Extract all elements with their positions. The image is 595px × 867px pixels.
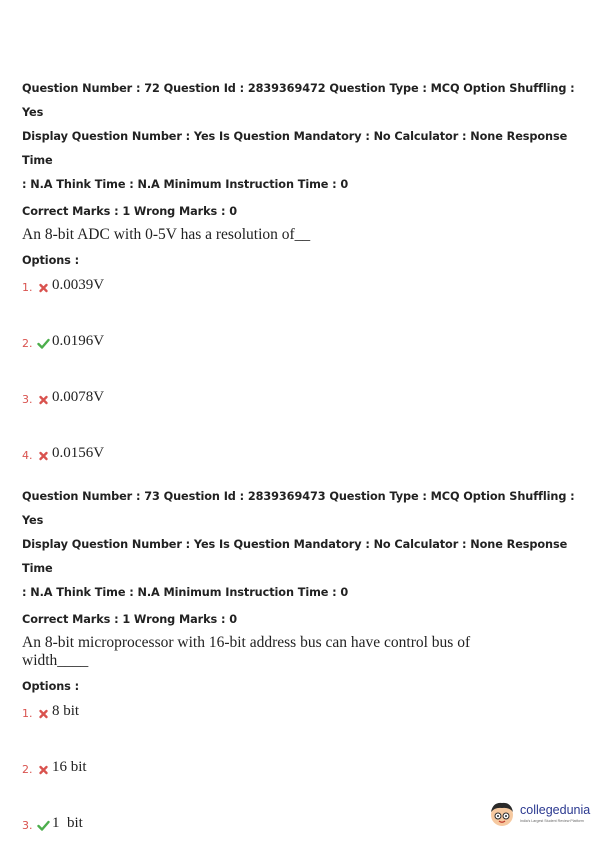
option-text: 0.0039V <box>52 277 105 293</box>
marks-line: Correct Marks : 1 Wrong Marks : 0 <box>22 205 238 218</box>
option-text: 8 bit <box>52 703 80 719</box>
options-label: Options : <box>22 254 80 267</box>
option-text: 0.0078V <box>52 389 105 405</box>
option-text: 1 bit <box>52 815 83 831</box>
option-number: 3. <box>22 393 33 406</box>
option-number: 4. <box>22 449 33 462</box>
mascot-icon <box>487 799 517 829</box>
brand-name: collegedunia <box>520 803 591 817</box>
option-item[interactable] <box>22 273 578 329</box>
option-text: 0.0196V <box>52 333 105 349</box>
option-item[interactable] <box>22 699 578 755</box>
question-meta-line: Question Number : 72 Question Id : 2839369472 Question Type : MCQ Option Shuffling : Yes <box>22 82 575 119</box>
cross-icon <box>37 707 50 720</box>
option-number: 3. <box>22 819 33 832</box>
cross-icon <box>37 763 50 776</box>
option-text: 16 bit <box>52 759 87 775</box>
option-number: 2. <box>22 763 33 776</box>
question-meta-line: : N.A Think Time : N.A Minimum Instruction Time : 0 <box>22 586 349 599</box>
option-number: 1. <box>22 281 33 294</box>
option-number: 1. <box>22 707 33 720</box>
check-icon <box>37 337 50 350</box>
question-stem-continued: width____ <box>22 652 89 669</box>
question-meta-line: Question Number : 73 Question Id : 2839369473 Question Type : MCQ Option Shuffling : Yes <box>22 490 575 527</box>
option-text: 0.0156V <box>52 445 105 461</box>
options-label: Options : <box>22 680 80 693</box>
question-stem: An 8-bit microprocessor with 16-bit address bus can have control bus of <box>22 634 471 651</box>
option-number: 2. <box>22 337 33 350</box>
question-meta-line: Display Question Number : Yes Is Question Mandatory : No Calculator : None Response Time <box>22 130 568 167</box>
question-meta-line: Display Question Number : Yes Is Question Mandatory : No Calculator : None Response Time <box>22 538 568 575</box>
option-item[interactable] <box>22 385 578 441</box>
question-meta-line: : N.A Think Time : N.A Minimum Instruction Time : 0 <box>22 178 349 191</box>
cross-icon <box>37 281 50 294</box>
cross-icon <box>37 449 50 462</box>
brand-tagline: India's Largest Student Review Platform <box>520 819 584 823</box>
cross-icon <box>37 393 50 406</box>
option-item[interactable] <box>22 329 578 385</box>
question-block <box>22 77 578 497</box>
marks-line: Correct Marks : 1 Wrong Marks : 0 <box>22 613 238 626</box>
question-stem: An 8-bit ADC with 0-5V has a resolution of__ <box>22 226 311 243</box>
collegedunia-logo <box>487 799 591 829</box>
check-icon <box>37 819 50 832</box>
